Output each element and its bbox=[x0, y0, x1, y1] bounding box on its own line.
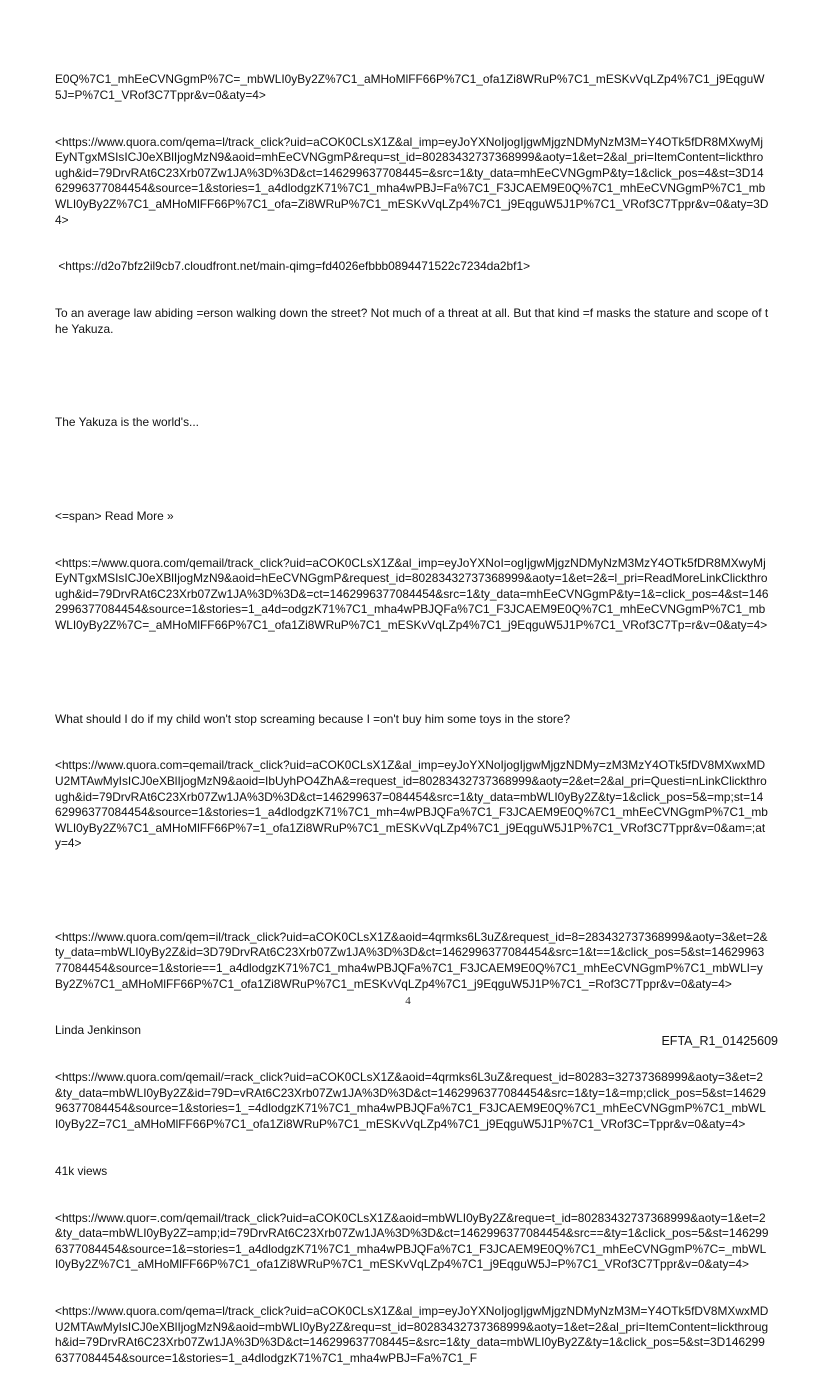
answer-excerpt: To an average law abiding =erson walking down the street? Not much of a threat at all. But that kind =f masks the stature and scope of the Yakuza. bbox=[55, 306, 769, 336]
read-more-tracking-link[interactable]: <https:=/www.quora.com/qemail/track_click?uid=aCOK0CLsX1Z&al_imp=eyJoYXNoI=ogIjgwMjgzNDMyNzM3MzY4OTk5fDR8MXwyMjEyNTgxMSIsICJ0eXBlIjogMzN9&aoid=hEeCVNGgmP&request_id=80283432737368999&aoty=1&et=2&=l_pri=ReadMoreLinkClickthrough&id=79DrvRAt6C23Xrb07Zw1JA%3D%3D&=ct=1462996377084454&src=1&ty_data=mhEeCVNGgmP&ty=1&=click_pos=4&st=1462996377084454&source=1&stories=1_a4d=odgzK71%7C1_mha4wPBJQFa%7C1_F3JCAEM9E0Q%7C1_mhEeCVNGgmP%7C1_mbWLI0yBy2Z%7C=_aMHoMlFF66P%7C1_ofa1Zi8WRuP%7C1_mESKvVqLZp4%7C1_j9EqguW5J1P%7C1_VRof3C7Tp=r&v=0&aty=4> bbox=[55, 555, 769, 632]
blank-line bbox=[55, 665, 769, 681]
blank-line bbox=[55, 462, 769, 478]
author-tracking-link[interactable]: <https://www.quora.com/qem=il/track_click?uid=aCOK0CLsX1Z&aoid=4qrmks6L3uZ&request_id=8=283432737368999&aoty=3&et=2&ty_data=mbWLI0yBy2Z&id=3D79DrvRAt6C23Xrb07Zw1JA%3D%3D&ct=1462996377084454&src=1&t==1&click_pos=5&st=1462996377084454&source=1&storie==1_a4dlodgzK71%7C1_mha4wPBJQFa%7C1_F3JCAEM9E0Q%7C1_mhEeCVNGgmP%7C1_mbWLI=yBy2Z%7C1_aMHoMlFF66P%7C1_ofa1Zi8WRuP%7C1_mESKvVqLZp4%7C1_j9EqguW5J1P%7C1_=Rof3C7Tppr&v=0&aty=4> bbox=[55, 929, 768, 991]
author-name: Linda Jenkinson bbox=[55, 1023, 141, 1038]
image-link[interactable]: <https://d2o7bfz2il9cb7.cloudfront.net/main-qimg=fd4026efbbb0894471522c7234da2bf1> bbox=[55, 259, 531, 274]
document-id-stamp: EFTA_R1_01425609 bbox=[661, 1034, 778, 1048]
answer-excerpt-continued: The Yakuza is the world's... bbox=[55, 415, 199, 430]
views-tracking-link[interactable]: <https://www.quor=.com/qemail/track_click?uid=aCOK0CLsX1Z&aoid=mbWLI0yBy2Z&reque=t_id=80283432737368999&aoty=1&et=2&ty_data=mbWLI0yBy2Z=amp;id=79DrvRAt6C23Xrb07Zw1JA%3D%3D&ct=1462996377084454&src==&ty=1&click_pos=5&st=1462996377084454&source=1&=stories=1_a4dlodgzK71%7C1_mha4wPBJQFa%7C1_F3JCAEM9E0Q%7C1_mhEeCVNGgmP%7C=_mbWLI0yBy2Z%7C1_aMHoMlFF66P%7C1_ofa1Zi8WRuP%7C1_mESKvVqLZp4%7C1_j9EqguW5J=P%7C1_VRof3C7Tppr&v=0&aty=4> bbox=[55, 1210, 769, 1272]
blank-line bbox=[55, 368, 769, 384]
question-tracking-link[interactable]: <https://www.quora.com=qemail/track_click?uid=aCOK0CLsX1Z&al_imp=eyJoYXNoIjogIjgwMjgzNDMy=zM3MzY4OTk5fDV8MXwxMDU2MTAwMyIsICJ0eXBlIjogMzN9&aoid=IbUyhPO4ZhA&=request_id=80283432737368999&aoty=2&et=2&al_pri=Questi=nLinkClickthrough&id=79DrvRAt6C23Xrb07Zw1JA%3D%3D&ct=146299637=084454&src=1&ty_data=mbWLI0yBy2Z&ty=1&click_pos=5&=mp;st=1462996377084454&source=1&stories=1_a4dlodgzK71%7C1_mh=4wPBJQFa%7C1_F3JCAEM9E0Q%7C1_mhEeCVNGgmP%7C1_mbWLI0yBy2Z%7C1_aMHoMlFF66P%7=1_ofa1Zi8WRuP%7C1_mESKvVqLZp4%7C1_j9EqguW5J1P%7C1_VRof3C7Tppr&v=0&am=;aty=4> bbox=[55, 758, 768, 851]
tracking-link[interactable]: <https://www.quora.com/qema=l/track_click?uid=aCOK0CLsX1Z&al_imp=eyJoYXNoIjogIjgwMjgzNDMyNzM3M=Y4OTk5fDR8MXwyMjEyNTgxMSIsICJ0eXBlIjogMzN9&aoid=mhEeCVNGgmP&requ=st_id=80283432737368999&aoty=1&et=2&al_pri=ItemContent=lickthrough&id=79DrvRAt6C23Xrb07Zw1JA%3D%3D&ct=146299637708445=&src=1&ty_data=mhEeCVNGgmP&ty=1&click_pos=4&st=3D1462996377084454&source=1&stories=1_a4dlodgzK71%7C1_mha4wPBJ=Fa%7C1_F3JCAEM9E0Q%7C1_mhEeCVNGgmP%7C1_mbWLI0yBy2Z%7C1_aMHoMlFF66P%7C1_ofa=Zi8WRuP%7C1_mESKvVqLZp4%7C1_j9EqguW5J1P%7C1_VRof3C7Tppr&v=0&aty=3D4> bbox=[55, 134, 769, 227]
item-content-tracking-link[interactable]: <https://www.quora.com/qema=l/track_click?uid=aCOK0CLsX1Z&al_imp=eyJoYXNoIjogIjgwMjgzNDMyNzM3M=Y4OTk5fDV8MXwxMDU2MTAwMyIsICJ0eXBlIjogMzN9&aoid=mbWLI0yBy2Z&requ=st_id=80283432737368999&aoty=1&et=2&al_pri=ItemContent=lickthrough&id=79DrvRAt6C23Xrb07Zw1JA%3D%3D&ct=146299637708445=&src=1&ty_data=mbWLI0yBy2Z&ty=1&click_pos=5&st=3D1462996377084454&source=1&stories=1_a4dlodgzK71%7C1_mha4wPBJ=Fa%7C1_F bbox=[55, 1304, 769, 1365]
view-count: 41k views bbox=[55, 1163, 108, 1178]
question-title: What should I do if my child won't stop screaming because I =on't buy him some toys in the store? bbox=[55, 711, 571, 726]
email-body-text bbox=[55, 41, 769, 1398]
read-more-link[interactable]: <=span> Read More » bbox=[55, 508, 174, 523]
url-fragment-line: E0Q%7C1_mhEeCVNGgmP%7C=_mbWLI0yBy2Z%7C1_aMHoMlFF66P%7C1_ofa1Zi8WRuP%7C1_mESKvVqLZp4%7C1_j9EqguW5J=P%7C1_VRof3C7Tppr&v=0&aty=4> bbox=[55, 72, 765, 102]
author-profile-link[interactable]: <https://www.quora.com/qemail/=rack_click?uid=aCOK0CLsX1Z&aoid=4qrmks6L3uZ&request_id=80283=32737368999&aoty=3&et=2&ty_data=mbWLI0yBy2Z&id=79D=vRAt6C23Xrb07Zw1JA%3D%3D&ct=1462996377084454&src=1&ty=1&=mp;click_pos=5&st=1462996377084454&source=1&stories=1_=4dlodgzK71%7C1_mha4wPBJQFa%7C1_F3JCAEM9E0Q%7C1_mhEeCVNGgmP%7C1_mbWLI0yBy2Z=7C1_aMHoMlFF66P%7C1_ofa1Zi8WRuP%7C1_mESKvVqLZp4%7C1_j9EqguW5J1P%7C1_VRof3C=Tppr&v=0&aty=4> bbox=[55, 1070, 766, 1131]
blank-line bbox=[55, 883, 769, 899]
page-number: 4 bbox=[405, 995, 411, 1007]
